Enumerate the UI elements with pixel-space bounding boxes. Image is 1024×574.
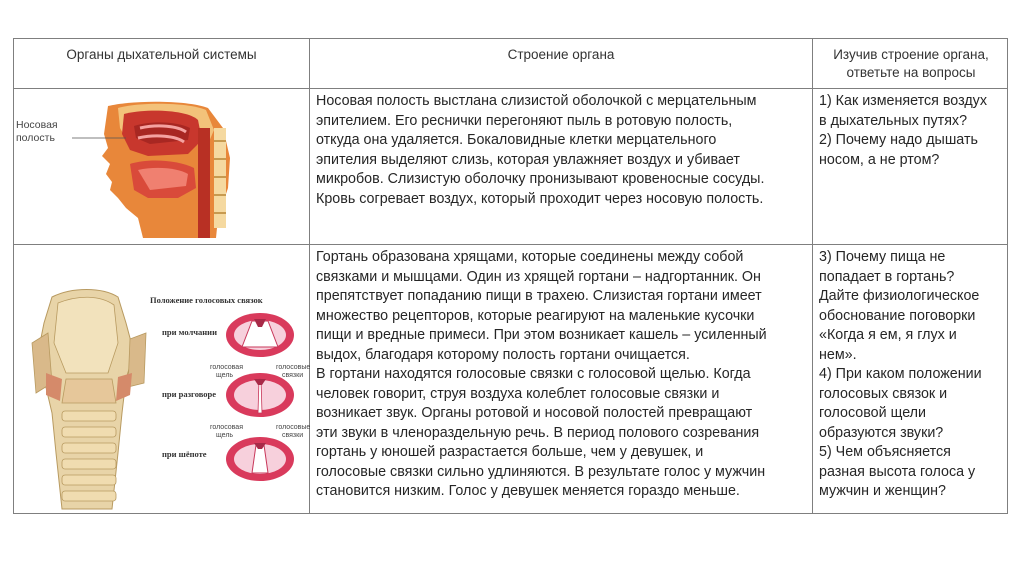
header-organs-label: Органы дыхательной системы — [66, 47, 257, 62]
larynx-line: В гортани находятся голосовые связки с голосовой щелью. Когда — [316, 366, 751, 382]
header-questions — [813, 46, 1009, 82]
question-line: мужчин и женщин? — [819, 483, 946, 499]
question-line: нем». — [819, 346, 857, 363]
col-divider-1 — [309, 39, 310, 513]
vocal-diagram-title: Положение голосовых связок — [150, 295, 263, 305]
larynx-line: связками и мышцами. Один из хрящей гортани – надгортанник. Он — [316, 268, 761, 285]
larynx-line: препятствует попаданию пищи в трахею. Слизистая гортани имеет — [316, 288, 762, 304]
cords-label-a: голосовые — [276, 364, 311, 371]
header-structure — [310, 46, 812, 64]
position-talking-label: при разговоре — [162, 389, 217, 399]
larynx-line: выдох, благодаря которому полость гортани очищается. — [316, 346, 690, 363]
nasal-line: микробов. Слизистую оболочку пронизывают кровеносные сосуды. — [316, 171, 765, 187]
question-line: обоснование поговорки — [819, 307, 976, 324]
question-line: носом, а не ртом? — [819, 151, 940, 168]
nasal-questions — [819, 92, 987, 170]
question-line: голосовых связок и — [819, 385, 948, 402]
larynx-questions — [819, 248, 982, 502]
glottis-label-a: голосовая — [210, 424, 243, 431]
question-line: образуются звуки? — [819, 424, 944, 441]
header-questions-line2: ответьте на вопросы — [846, 65, 976, 80]
col-divider-2 — [812, 39, 813, 513]
question-line: 1) Как изменяется воздух — [819, 93, 987, 109]
header-questions-line1: Изучив строение органа, — [833, 47, 989, 62]
larynx-description — [316, 248, 767, 502]
larynx-line: пищи и вредные примеси. При этом возникает кашель – усиленный — [316, 327, 767, 343]
nasal-cavity-image — [16, 98, 258, 238]
question-line: Дайте физиологическое — [819, 288, 980, 304]
larynx-line: множество рецепторов, которые реагируют на маленькие кусочки — [316, 307, 755, 324]
row-divider-header — [14, 88, 1007, 89]
nasal-line: эпителием. Его реснички перегоняют пыль в ротовую полость, — [316, 112, 733, 129]
larynx-line: возникает звук. Органы ротовой и носовой полостей превращают — [316, 405, 753, 421]
question-line: разная высота голоса у — [819, 463, 976, 480]
vocal-cords-talking — [226, 373, 294, 417]
nasal-label-line2: полость — [16, 132, 55, 144]
nasal-cavity-illustration — [16, 98, 258, 238]
question-line: в дыхательных путях? — [819, 112, 968, 129]
glottis-label-b: щель — [216, 432, 234, 439]
question-line: 3) Почему пища не — [819, 249, 946, 265]
organs-table — [13, 38, 1008, 514]
nasal-line: откуда она удаляется. Бокаловидные клетки мерцательного — [316, 132, 717, 148]
glottis-label-b: щель — [216, 372, 234, 379]
larynx-line: человек говорит, струя воздуха колеблет голосовые связки и — [316, 385, 720, 402]
nasal-line: эпителия выделяют слизь, которая увлажняет воздух и убивает — [316, 151, 740, 168]
nasal-line: Носовая полость выстлана слизистой оболочкой с мерцательным — [316, 93, 757, 109]
larynx-line: голосовые связки сильно удлиняются. В результате голос у мужчин — [316, 463, 766, 480]
position-whisper-label: при шёпоте — [162, 449, 207, 459]
position-silence-label: при молчании — [162, 327, 217, 337]
nasal-line: Кровь согревает воздух, который проходит через носовую полость. — [316, 190, 764, 207]
question-line: 5) Чем объясняется — [819, 444, 951, 460]
cords-label-b: связки — [282, 432, 304, 439]
row-divider-1 — [14, 244, 1007, 245]
question-line: «Когда я ем, я глух и — [819, 327, 957, 343]
header-structure-label: Строение органа — [507, 47, 615, 62]
header-organs — [14, 46, 309, 64]
vocal-cords-whisper — [226, 437, 294, 481]
cords-label-a: голосовые — [276, 424, 311, 431]
larynx-image — [22, 283, 311, 511]
question-line: попадает в гортань? — [819, 268, 955, 285]
glottis-label-a: голосовая — [210, 364, 243, 371]
nasal-description — [316, 92, 764, 209]
vocal-cords-silence — [226, 313, 294, 357]
larynx-line: гортань у юношей разрастается больше, чем у девушек, и — [316, 444, 704, 460]
larynx-line: Гортань образована хрящами, которые соединены между собой — [316, 249, 744, 265]
nasal-label-line1: Носовая — [16, 119, 58, 131]
larynx-line: эти звуки в членораздельную речь. В период полового созревания — [316, 424, 760, 441]
cords-label-b: связки — [282, 372, 304, 379]
question-line: 2) Почему надо дышать — [819, 132, 978, 148]
larynx-line: становится низким. Голос у девушек меняется гораздо меньше. — [316, 483, 740, 499]
larynx-illustration — [22, 283, 311, 511]
question-line: 4) При каком положении — [819, 366, 982, 382]
question-line: голосовой щели — [819, 405, 927, 421]
